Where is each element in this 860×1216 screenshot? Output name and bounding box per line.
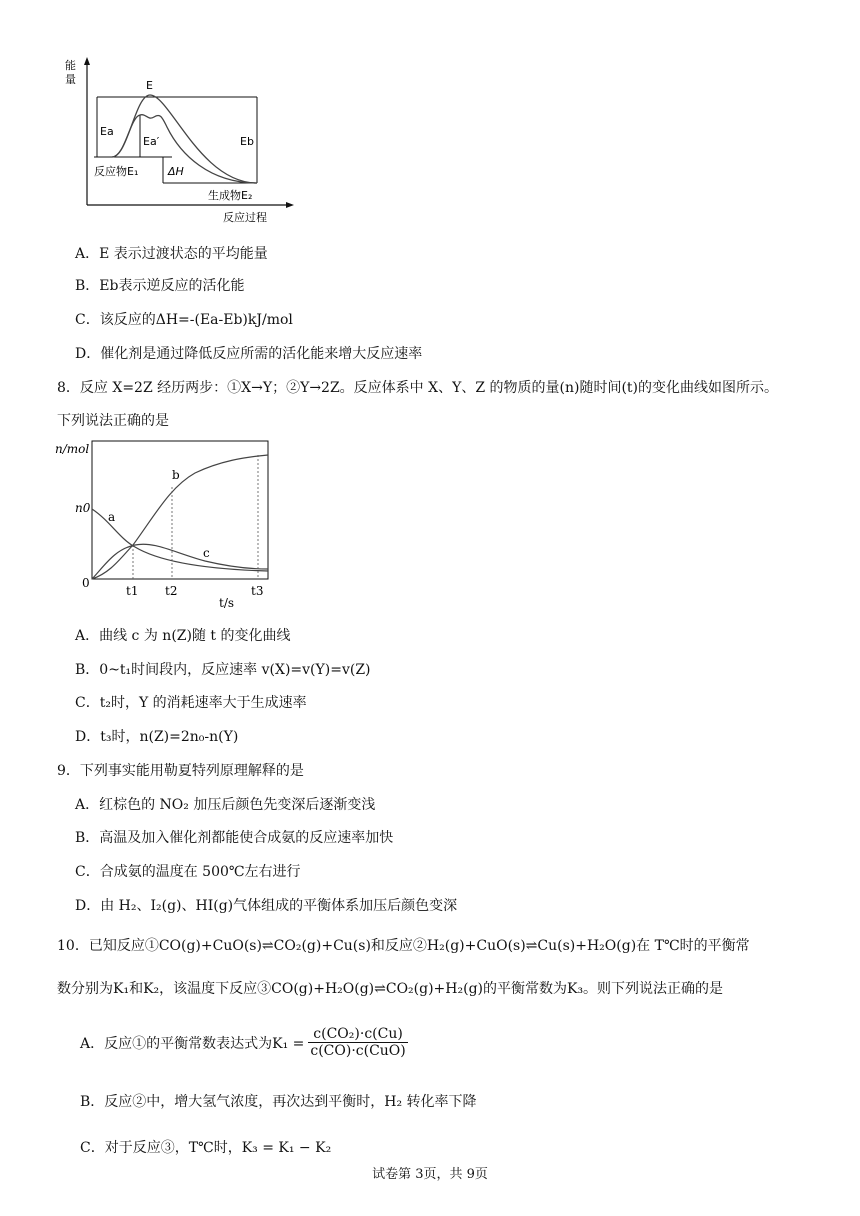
t2-label: t2 <box>165 584 178 598</box>
chart-n0-label: n0 <box>75 501 91 515</box>
t3-label: t3 <box>251 584 264 598</box>
curve-c-label: c <box>203 546 210 560</box>
q8-option-b: B．0~t₁时间段内，反应速率 v(X)=v(Y)=v(Z) <box>75 662 371 678</box>
q9-option-a: A．红棕色的 NO₂ 加压后颜色先变深后逐渐变浅 <box>75 797 376 813</box>
chart-origin-label: 0 <box>82 576 90 590</box>
q10-option-a-numerator: c(CO₂)·c(Cu) <box>308 1026 407 1043</box>
product-label: 生成物E₂ <box>208 189 253 202</box>
amount-time-chart <box>55 435 280 610</box>
energy-y-arrow <box>84 57 90 65</box>
q9-option-b: B．高温及加入催化剂都能使合成氨的反应速率加快 <box>75 830 394 846</box>
curve-b <box>92 455 268 579</box>
q10-stem-line1: 10．已知反应①CO(g)+CuO(s)⇌CO₂(g)+Cu(s)和反应②H₂(g)+CuO(s)⇌Cu(s)+H₂O(g)在 T℃时的平衡常 <box>57 938 750 954</box>
energy-x-label: 反应过程 <box>223 211 267 224</box>
energy-x-arrow <box>286 202 294 208</box>
q10-option-a-fraction <box>308 1026 407 1059</box>
curve-a-label: a <box>108 510 116 524</box>
q8-option-d: D．t₃时，n(Z)=2n₀-n(Y) <box>75 729 239 745</box>
q10-option-c: C．对于反应③，T℃时，K₃ = K₁ − K₂ <box>80 1140 332 1156</box>
eb-label: Eb <box>240 135 254 148</box>
curve-b-label: b <box>172 468 180 482</box>
chart-frame <box>92 441 268 579</box>
page-footer: 试卷第 3页，共 9页 <box>372 1167 488 1182</box>
energy-diagram <box>60 55 300 230</box>
t1-label: t1 <box>126 584 139 598</box>
q8-stem-line1: 8．反应 X=2Z 经历两步：①X→Y；②Y→2Z。反应体系中 X、Y、Z 的物质的量(n)随时间(t)的变化曲线如图所示。 <box>57 380 779 396</box>
energy-y-label-1: 能 <box>65 59 76 72</box>
q7-option-d: D．催化剂是通过降低反应所需的活化能来增大反应速率 <box>75 346 423 362</box>
q9-stem: 9．下列事实能用勒夏特列原理解释的是 <box>57 763 304 779</box>
delta-h-label: ΔH <box>168 165 184 178</box>
q10-option-b: B．反应②中，增大氢气浓度，再次达到平衡时，H₂ 转化率下降 <box>80 1094 477 1110</box>
q10-stem-line2: 数分别为K₁和K₂，该温度下反应③CO(g)+H₂O(g)⇌CO₂(g)+H₂(g)的平衡常数为K₃。则下列说法正确的是 <box>57 981 724 997</box>
ea-label: Ea <box>100 125 114 138</box>
q10-option-a-prefix: A．反应①的平衡常数表达式为K₁ = <box>80 1035 305 1052</box>
q10-option-a-denominator: c(CO)·c(CuO) <box>310 1043 406 1059</box>
q9-option-c: C．合成氨的温度在 500℃左右进行 <box>75 864 301 880</box>
q8-stem-line2: 下列说法正确的是 <box>57 413 169 429</box>
energy-y-label-2: 量 <box>65 73 76 86</box>
q8-option-c: C．t₂时，Y 的消耗速率大于生成速率 <box>75 695 307 711</box>
q8-option-a: A．曲线 c 为 n(Z)随 t 的变化曲线 <box>75 628 291 644</box>
reactant-label: 反应物E₁ <box>94 165 139 178</box>
q10-option-a <box>80 1026 408 1059</box>
q7-option-a: A．E 表示过渡状态的平均能量 <box>75 246 268 262</box>
ea-prime-label: Ea′ <box>143 135 160 148</box>
q9-option-d: D．由 H₂、I₂(g)、HI(g)气体组成的平衡体系加压后颜色变深 <box>75 898 458 914</box>
peak-label: E <box>146 79 153 92</box>
q7-option-c: C．该反应的ΔH=-(Ea-Eb)kJ/mol <box>75 312 293 328</box>
chart-y-label: n/mol <box>55 442 90 456</box>
chart-x-label: t/s <box>219 596 235 610</box>
q7-option-b: B．Eb表示逆反应的活化能 <box>75 278 245 294</box>
